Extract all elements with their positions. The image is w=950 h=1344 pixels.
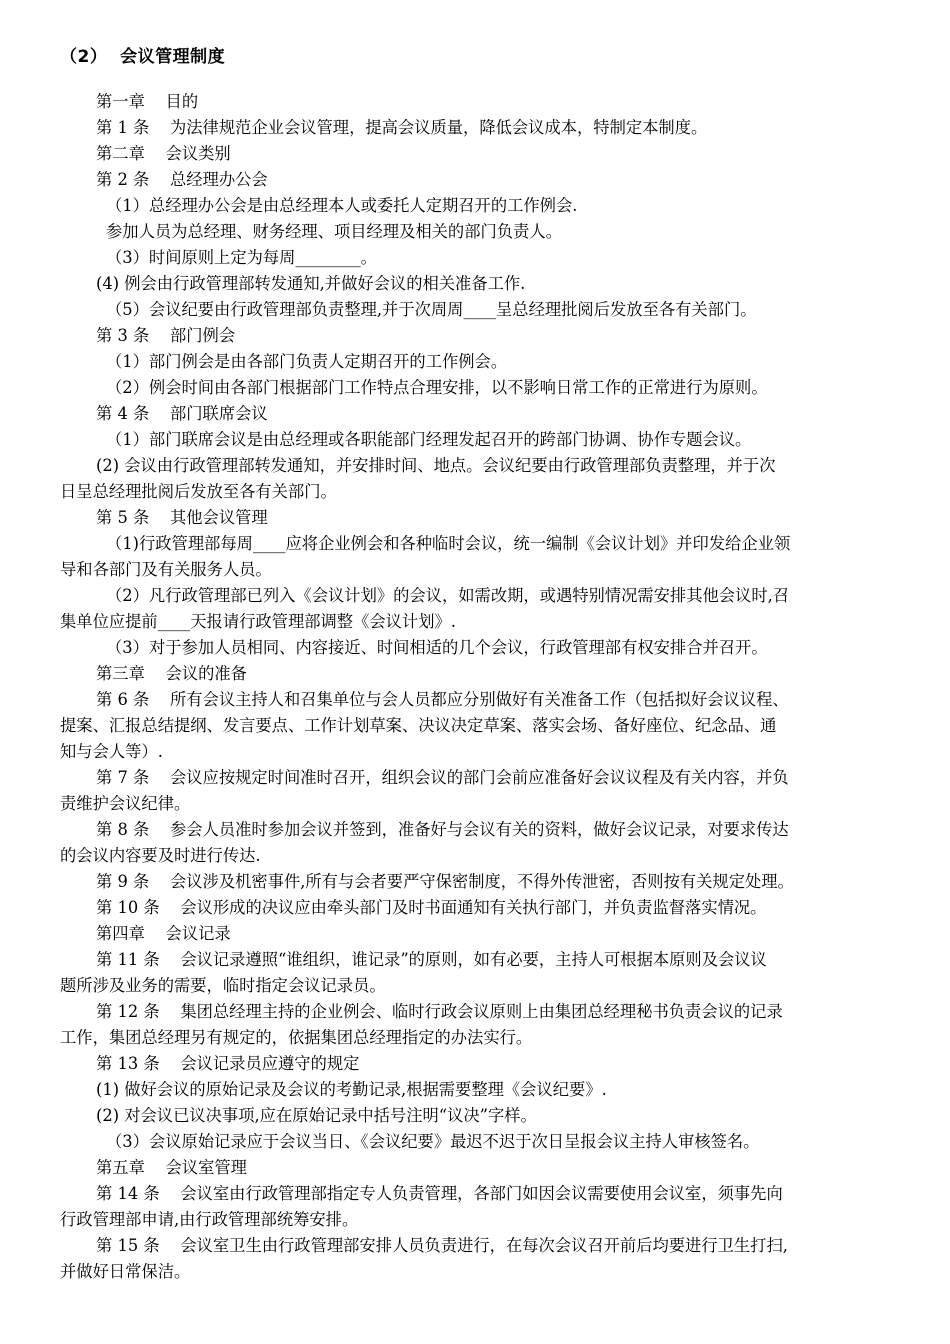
text-line: 第 4 条 部门联席会议: [96, 404, 268, 423]
text-line: （1)行政管理部每周____应将企业例会和各种临时会议，统一编制《会议计划》并印发给企业领: [106, 534, 791, 553]
text-line: 第 7 条 会议应按规定时间准时召开，组织会议的部门会前应准备好会议议程及有关内容，并负: [96, 768, 789, 787]
text-line: （1）部门联席会议是由总经理或各职能部门经理发起召开的跨部门协调、协作专题会议。: [106, 430, 752, 449]
text-line: 第 6 条 所有会议主持人和召集单位与会人员都应分别做好有关准备工作（包括拟好会议议程、: [96, 690, 789, 709]
text-line: 第 2 条 总经理办公会: [96, 170, 268, 189]
text-line: 并做好日常保洁。: [60, 1262, 191, 1281]
text-line: 第 15 条 会议室卫生由行政管理部安排人员负责进行，在每次会议召开前后均要进行卫生打扫,: [96, 1236, 788, 1255]
text-line: （3）会议原始记录应于会议当日、《会议纪要》最迟不迟于次日呈报会议主持人审核签名。: [106, 1132, 760, 1151]
text-line: 集单位应提前____天报请行政管理部调整《会议计划》.: [60, 612, 456, 631]
text-line: 第 8 条 参会人员准时参加会议并签到，准备好与会议有关的资料，做好会议记录，对要求传达: [96, 820, 789, 839]
text-line: （5）会议纪要由行政管理部负责整理,并于次周周____呈总经理批阅后发放至各有关部门。: [106, 300, 757, 319]
text-line: 第 12 条 集团总经理主持的企业例会、临时行政会议原则上由集团总经理秘书负责会议的记录: [96, 1002, 783, 1021]
text-line: 行政管理部申请,由行政管理部统筹安排。: [60, 1210, 359, 1229]
text-line: 日呈总经理批阅后发放至各有关部门。: [60, 482, 337, 501]
text-line: 工作，集团总经理另有规定的，依据集团总经理指定的办法实行。: [60, 1028, 533, 1047]
text-line: 第 5 条 其他会议管理: [96, 508, 268, 527]
text-line: 第 14 条 会议室由行政管理部指定专人负责管理，各部门如因会议需要使用会议室，须事先向: [96, 1184, 783, 1203]
text-line: 的会议内容要及时进行传达.: [60, 846, 261, 865]
text-line: （1）总经理办公会是由总经理本人或委托人定期召开的工作例会.: [106, 196, 578, 215]
document-body: [60, 89, 902, 1285]
text-line: 第 10 条 会议形成的决议应由牵头部门及时书面通知有关执行部门，并负责监督落实情况。: [96, 898, 767, 917]
text-line: （3）时间原则上定为每周________。: [106, 248, 377, 267]
text-line: 第三章 会议的准备: [96, 664, 247, 683]
text-line: 提案、汇报总结提纲、发言要点、工作计划草案、决议决定草案、落实会场、备好座位、纪念品、通: [60, 716, 777, 735]
text-line: 第 1 条 为法律规范企业会议管理，提高会议质量，降低会议成本，特制定本制度。: [96, 118, 708, 137]
text-line: 第 11 条 会议记录遵照“谁组织，谁记录”的原则，如有必要，主持人可根据本原则及会议议: [96, 950, 767, 969]
text-line: 第 13 条 会议记录员应遵守的规定: [96, 1054, 360, 1073]
text-line: (2) 会议由行政管理部转发通知，并安排时间、地点。会议纪要由行政管理部负责整理，并于次: [96, 456, 776, 475]
text-line: (2) 对会议已议决事项,应在原始记录中括号注明“议决”字样。: [96, 1106, 537, 1125]
text-line: (1) 做好会议的原始记录及会议的考勤记录,根据需要整理《会议纪要》.: [96, 1080, 607, 1099]
text-line: 导和各部门及有关服务人员。: [60, 560, 272, 579]
text-line: （1）部门例会是由各部门负责人定期召开的工作例会。: [106, 352, 508, 371]
text-line: (4) 例会由行政管理部转发通知,并做好会议的相关准备工作.: [96, 274, 526, 293]
document-title: （2） 会议管理制度: [60, 47, 226, 67]
text-line: （3）对于参加人员相同、内容接近、时间相适的几个会议，行政管理部有权安排合并召开。: [106, 638, 768, 657]
text-line: 第 3 条 部门例会: [96, 326, 236, 345]
text-line: 第 9 条 会议涉及机密事件,所有与会者要严守保密制度，不得外传泄密，否则按有关规定处理。: [96, 872, 794, 891]
text-line: 第一章 目的: [96, 92, 199, 111]
text-line: 题所涉及业务的需要，临时指定会议记录员。: [60, 976, 386, 995]
text-line: （2）凡行政管理部已列入《会议计划》的会议，如需改期，或遇特别情况需安排其他会议时,召: [106, 586, 790, 605]
text-line: 第四章 会议记录: [96, 924, 231, 943]
text-line: 知与会人等）.: [60, 742, 163, 761]
text-line: （2）例会时间由各部门根据部门工作特点合理安排，以不影响日常工作的正常进行为原则。: [106, 378, 768, 397]
text-line: 第五章 会议室管理: [96, 1158, 247, 1177]
text-line: 参加人员为总经理、财务经理、项目经理及相关的部门负责人。: [106, 222, 562, 241]
text-line: 责维护会议纪律。: [60, 794, 191, 813]
text-line: 第二章 会议类别: [96, 144, 231, 163]
